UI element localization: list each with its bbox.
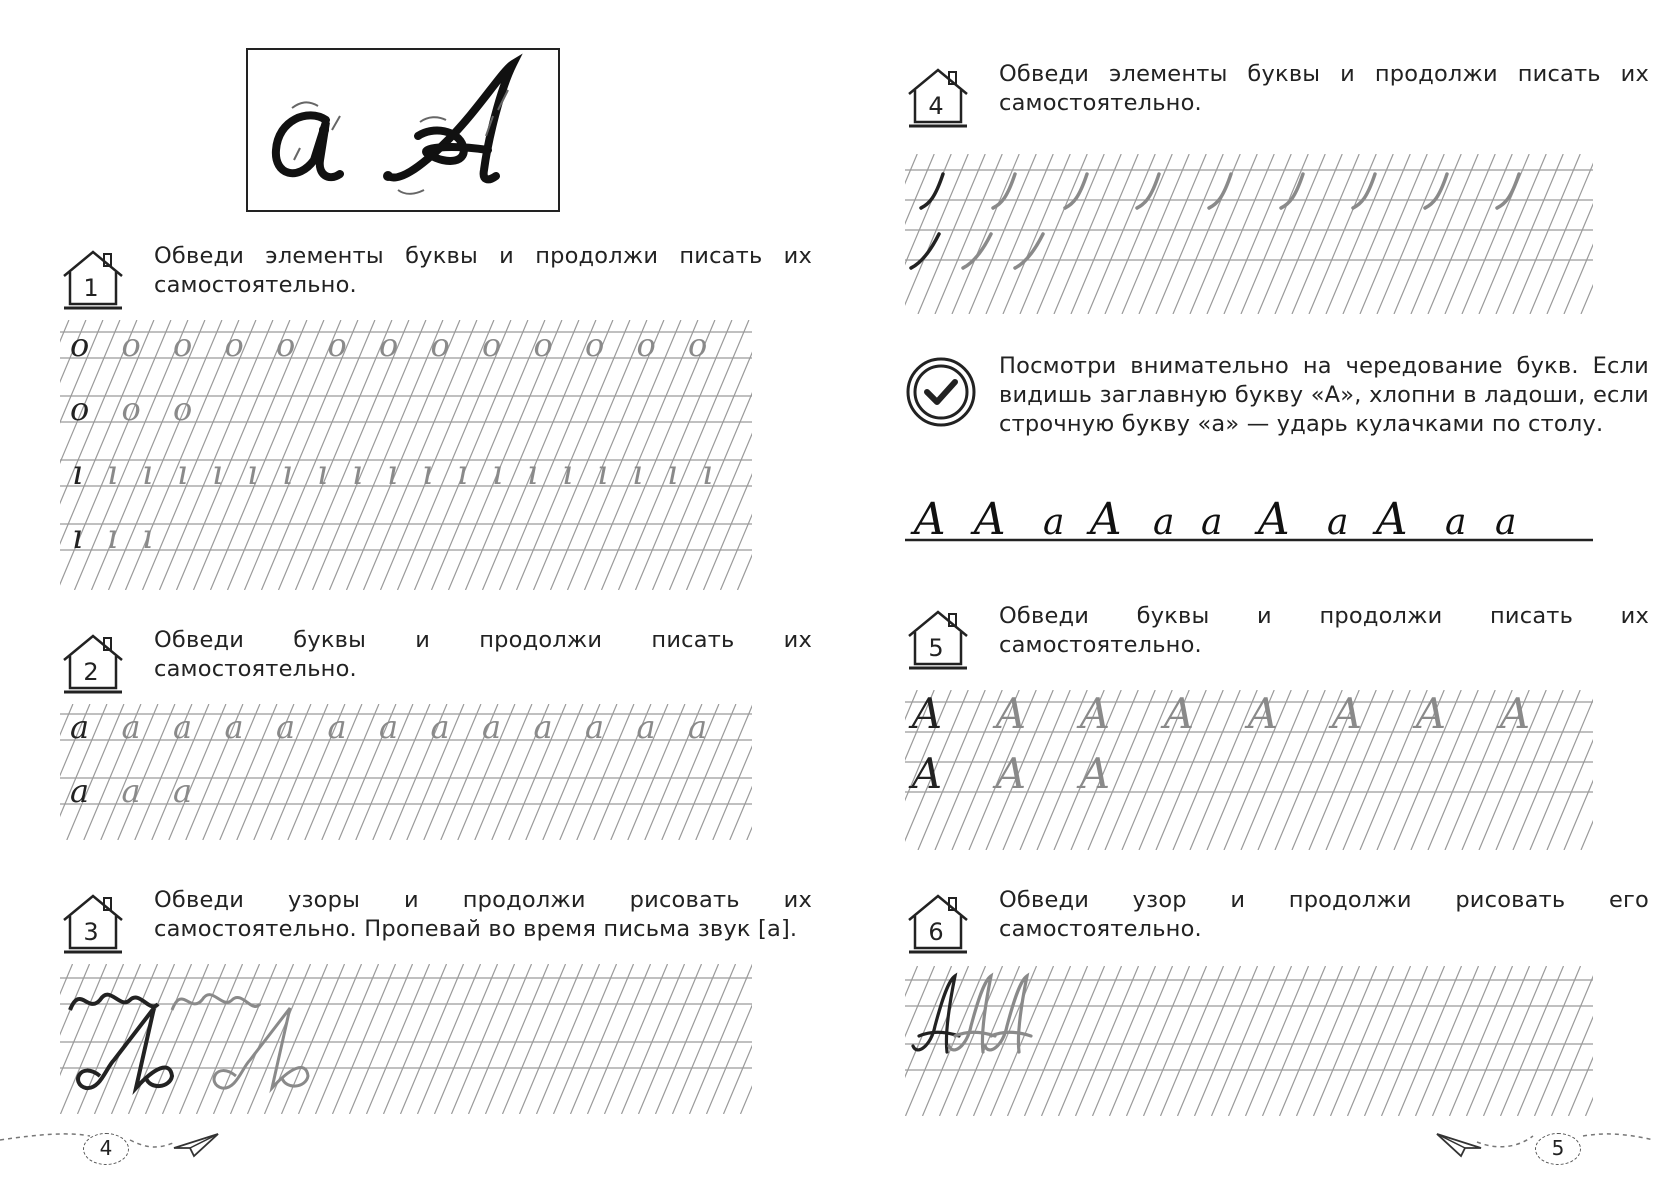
task-number: 5 — [928, 634, 944, 662]
house-icon — [905, 606, 971, 672]
practice-glyph: А — [1499, 690, 1531, 738]
practice-glyph: ı — [247, 453, 258, 493]
practice-glyph: ı — [107, 453, 118, 493]
practice-glyph: a — [430, 708, 450, 746]
writing-grid-1 — [60, 320, 752, 590]
practice-glyph: А — [1415, 690, 1447, 738]
practice-glyph: ı — [142, 453, 153, 493]
practice-glyph: o — [430, 326, 450, 364]
practice-glyph: o — [482, 326, 502, 364]
practice-glyph: ı — [527, 453, 538, 493]
practice-glyph: А — [1079, 690, 1111, 738]
practice-glyph: a — [327, 708, 347, 746]
practice-glyph: a — [121, 772, 141, 810]
paper-plane-icon — [172, 1130, 220, 1160]
writing-grid-6 — [905, 966, 1593, 1116]
practice-glyph: a — [70, 772, 90, 810]
practice-glyph: А — [1163, 690, 1195, 738]
practice-glyph: А — [1247, 690, 1279, 738]
practice-glyph: a — [482, 708, 502, 746]
practice-glyph: ı — [317, 453, 328, 493]
alternation-letter: а — [1495, 502, 1517, 543]
practice-glyph: a — [224, 708, 244, 746]
writing-grid-5 — [905, 690, 1593, 850]
pattern-mark — [214, 1008, 308, 1088]
practice-glyph: ı — [177, 453, 188, 493]
practice-glyph: А — [1331, 690, 1363, 738]
house-icon — [905, 64, 971, 130]
practice-glyph: o — [70, 390, 90, 428]
task-number: 3 — [83, 918, 99, 946]
practice-glyph: ı — [632, 453, 643, 493]
task-number: 4 — [928, 92, 944, 120]
pattern-mark — [78, 1008, 172, 1088]
writing-grid-3 — [60, 964, 752, 1114]
practice-glyph: a — [533, 708, 553, 746]
practice-glyph: a — [688, 708, 708, 746]
alternation-letter: А — [1089, 494, 1123, 545]
alternation-letter: а — [1445, 502, 1467, 543]
practice-glyph: ı — [72, 453, 83, 493]
task-text: Обведи узоры и продолжи рисовать их самостоятельно. Пропевай во время письма звук [а]. — [154, 887, 812, 942]
practice-glyph: a — [173, 708, 193, 746]
right-page — [827, 0, 1654, 1200]
practice-glyph: o — [173, 326, 193, 364]
practice-glyph: o — [276, 326, 296, 364]
practice-glyph: ı — [457, 453, 468, 493]
practice-glyph: o — [121, 326, 141, 364]
practice-glyph: o — [533, 326, 553, 364]
house-icon — [60, 246, 126, 312]
element-stroke — [963, 234, 991, 268]
practice-glyph: a — [121, 708, 141, 746]
practice-glyph: o — [379, 326, 399, 364]
alternation-letter: А — [973, 494, 1007, 545]
practice-glyph: А — [995, 690, 1027, 738]
practice-glyph: ı — [212, 453, 223, 493]
alternation-letter: а — [1201, 502, 1223, 543]
practice-glyph: ı — [387, 453, 398, 493]
task-text: Обведи элементы буквы и продолжи писать их самостоятельно. — [999, 61, 1649, 116]
practice-glyph: ı — [702, 453, 713, 493]
practice-glyph: o — [70, 326, 90, 364]
pattern-mark — [172, 995, 260, 1010]
task-text: Обведи буквы и продолжи писать их самостоятельно. — [999, 603, 1649, 658]
practice-glyph: ı — [142, 517, 153, 557]
practice-glyph: o — [121, 390, 141, 428]
task-number: 1 — [83, 274, 99, 302]
practice-glyph: ı — [597, 453, 608, 493]
alternation-letter: А — [1375, 494, 1409, 545]
pattern-mark — [985, 976, 1031, 1052]
practice-glyph: А — [995, 749, 1027, 798]
task-number: 6 — [928, 918, 944, 946]
practice-glyph: ı — [667, 453, 678, 493]
uppercase-a-sample — [388, 64, 513, 179]
practice-glyph: a — [173, 772, 193, 810]
practice-glyph: a — [276, 708, 296, 746]
practice-glyph: ı — [352, 453, 363, 493]
page-number-left: 4 — [83, 1133, 129, 1165]
letter-sample-box — [246, 48, 560, 212]
alternation-letter: А — [913, 494, 947, 545]
practice-glyph: a — [70, 708, 90, 746]
practice-glyph: a — [379, 708, 399, 746]
practice-glyph: А — [911, 690, 943, 738]
practice-glyph: o — [585, 326, 605, 364]
alternation-letter: а — [1043, 502, 1065, 543]
checkmark-icon — [905, 356, 977, 428]
house-icon — [905, 890, 971, 956]
element-stroke — [1281, 174, 1303, 208]
practice-glyph: ı — [422, 453, 433, 493]
alternation-letter: а — [1327, 502, 1349, 543]
alternation-letter: а — [1153, 502, 1175, 543]
page-number-right: 5 — [1535, 1133, 1581, 1165]
practice-glyph: ı — [492, 453, 503, 493]
alternation-letter: А — [1257, 494, 1291, 545]
practice-glyph: a — [636, 708, 656, 746]
task-text: Обведи элементы буквы и продолжи писать их самостоятельно. — [154, 243, 812, 298]
practice-glyph: o — [224, 326, 244, 364]
practice-glyph: ı — [282, 453, 293, 493]
house-icon — [60, 630, 126, 696]
practice-glyph: ı — [107, 517, 118, 557]
writing-grid-2 — [60, 704, 752, 840]
house-icon — [60, 890, 126, 956]
practice-glyph: А — [911, 749, 943, 798]
writing-grid-4 — [905, 154, 1593, 314]
practice-glyph: o — [173, 390, 193, 428]
practice-glyph: o — [636, 326, 656, 364]
practice-glyph: А — [1079, 749, 1111, 798]
task-number: 2 — [83, 658, 99, 686]
practice-glyph: o — [688, 326, 708, 364]
practice-glyph: a — [585, 708, 605, 746]
practice-glyph: ı — [562, 453, 573, 493]
paper-plane-icon — [1435, 1130, 1483, 1160]
lowercase-a-sample — [276, 115, 340, 177]
practice-glyph: ı — [72, 517, 83, 557]
footer-decoration — [827, 1120, 1654, 1180]
task-text: Обведи узор и продолжи рисовать его самостоятельно. — [999, 887, 1649, 942]
task-text: Посмотри внимательно на чередование букв. Если видишь заглавную букву «А», хлопни в ладоши, если строчную букву «а» — ударь кулачками по столу. — [999, 353, 1649, 437]
pattern-mark — [70, 995, 158, 1010]
task-text: Обведи буквы и продолжи писать их самостоятельно. — [154, 627, 812, 682]
letter-alternation-row — [905, 486, 1593, 546]
element-stroke — [1497, 174, 1519, 208]
practice-glyph: o — [327, 326, 347, 364]
